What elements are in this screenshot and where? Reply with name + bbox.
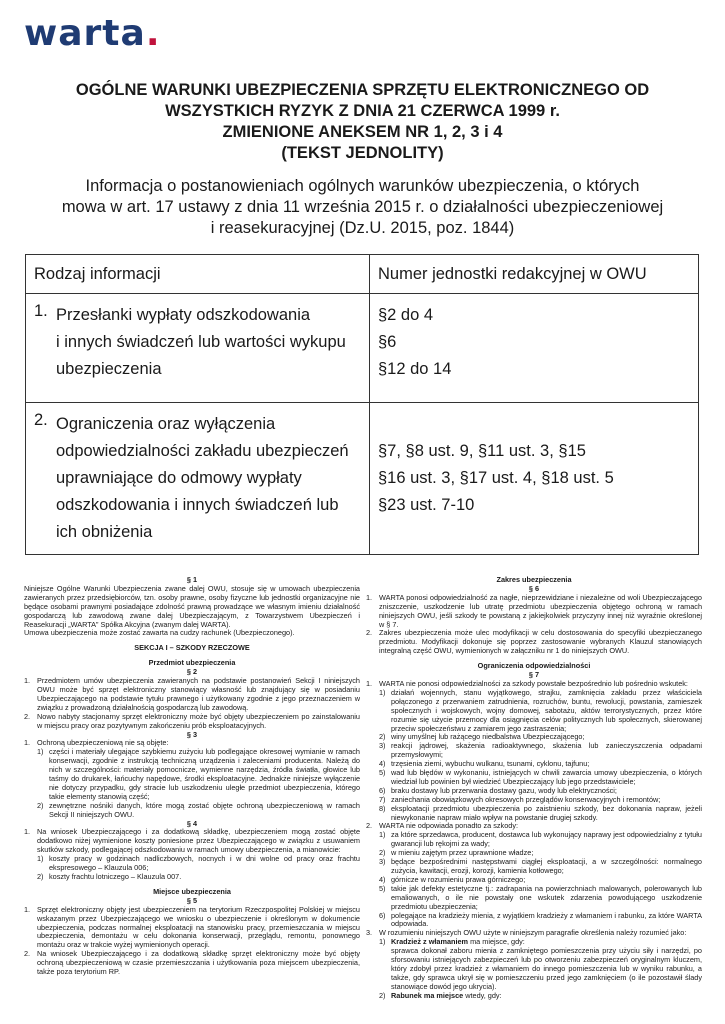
ref-line: §12 do 14 — [378, 360, 452, 378]
row-text-line: odszkodowania i innych świadczeń lub — [56, 496, 339, 514]
list-item: w mieniu zajętym przez uprawnione władze; — [391, 848, 534, 858]
list-number: 8) — [379, 803, 386, 813]
list-item: Sprzęt elektroniczny objęty jest ubezpieczeniem na terytorium Rzeczpospolitej Polskiej w miejscu wskazanym przez Ubezpieczającego we wniosku o ubezpieczenie i określonym w dokumencie ubezpieczenia, podczas normalnej eksploatacji na stanowisku pracy, przemieszczania w miejscu ubezpieczenia, demontażu w celu dokonania konserwacji, przeglądu, remontu, ponownego montażu oraz w trakcie wyżej wymienionych operacji. — [37, 904, 360, 950]
section-heading: SEKCJA I – SZKODY RZECZOWE — [134, 643, 250, 653]
row-text-line: ich obniżenia — [56, 523, 153, 541]
paragraph-number: § 6 — [528, 583, 540, 593]
list-item: koszty frachtu lotniczego – Klauzula 007. — [49, 872, 182, 881]
list-number: 1) — [37, 747, 44, 757]
list-item: za które sprzedawca, producent, dostawca lub wykonujący naprawy jest odpowiedzialny z tytułu gwarancji lub rękojmi za wady; — [391, 830, 702, 849]
list-item: koszty pracy w godzinach nadliczbowych, nocnych i w dni wolne od pracy oraz frachtu ekspresowego – Klauzula 006; — [49, 854, 360, 873]
list-number: 3) — [379, 741, 386, 751]
list-item: części i materiały ulegające szybkiemu zużyciu lub podlegające okresowej wymianie w ramach konserwacji, zgodnie z instrukcją techniczną urządzenia i zaleceniami producenta. Należą do nich w szczególności: materiały pomocnicze, wymienne narzędzia, źródła światła, głowice lub taśmy do drukarek, łańcuchy napędowe, środki eksploatacyjne. Jednakże niniejsze wyłączenie nie dotyczy przypadku, gdy stracie lub uszkodzeniu uległe przedmiot ubezpieczenia, którego takie elementy stanowią część; — [49, 747, 360, 801]
list-item: WARTA nie ponosi odpowiedzialności za szkody powstałe bezpośrednio lub pośrednio wskutek: — [379, 678, 688, 688]
list-number: 1) — [379, 687, 386, 697]
subsection-heading: Zakres ubezpieczenia — [496, 575, 572, 584]
list-number: 5) — [379, 883, 386, 893]
list-item: Nowo nabyty stacjonarny sprzęt elektroniczny może być objęty ubezpieczeniem po zainstalowaniu w miejscu pracy oraz pozytywnym zakończeniu prób eksploatacyjnych. — [37, 711, 360, 730]
list-number: 2. — [366, 821, 373, 831]
list-item: reakcji jądrowej, skażenia radioaktywnego, skażenia lub zanieczyszczenia odpadami przemysłowymi; — [391, 741, 702, 760]
title-line: WSZYSTKICH RYZYK Z DNIA 21 CZERWCA 1999 r. — [165, 102, 560, 120]
info-table — [25, 254, 699, 555]
intro-text — [30, 176, 695, 239]
list-item: Ochroną ubezpieczeniową nie są objęte: — [37, 738, 169, 748]
list-number: 5) — [379, 768, 386, 778]
list-number: 2. — [24, 711, 31, 721]
table-header-row — [26, 255, 699, 294]
definition-text: sprawca dokonał zaboru mienia z zamkniętego pomieszczenia przy użyciu siły i narzędzi, po sforsowaniu istniejących zabezpieczeń lub po otworzeniu zabezpieczeń oryginalnym kluczem, który zdobył przez kradzież z włamaniem do innego pomieszczenia lub w wyniku rabunku, a także, gdy sprawca ukrył się w pomieszczeniu przed jego zamknięciem (o ile pozostawił ślady stanowiące dowód jego ukrycia). — [391, 946, 702, 991]
list-item: trzęsienia ziemi, wybuchu wulkanu, tsunami, cyklonu, tajfunu; — [391, 759, 590, 769]
row-text-line: i innych świadczeń lub wartości wykupu — [56, 333, 346, 351]
list-item: eksploatacji przedmiotu ubezpieczenia po zaistnieniu szkody, bez dokonania napraw, jeżeli niewykonanie napraw miało wpływ na powstanie drugiej szkody. — [391, 803, 702, 822]
intro-line: i reasekuracyjnej (Dz.U. 2015, poz. 1844) — [210, 219, 515, 237]
row-text-line: odpowiedzialności zakładu ubezpieczeń — [56, 442, 349, 460]
row-number: 1. — [34, 302, 48, 320]
list-item: winy umyślnej lub rażącego niedbalstwa Ubezpieczającego; — [391, 732, 585, 742]
document-title — [30, 80, 695, 164]
intro-line: Informacja o postanowieniach ogólnych warunków ubezpieczenia, o których — [85, 177, 640, 195]
row-text-line: Przesłanki wypłaty odszkodowania — [56, 306, 311, 324]
list-number: 1. — [366, 592, 373, 602]
list-number: 2. — [24, 949, 31, 959]
row-text-line: Ograniczenia oraz wyłączenia — [56, 415, 276, 433]
left-column — [24, 576, 360, 977]
definition-item: Kradzież z włamaniem ma miejsce, gdy: — [391, 937, 525, 947]
list-item: WARTA ponosi odpowiedzialność za nagłe, nieprzewidziane i niezależne od woli Ubezpieczającego zniszczenie, uszkodzenie lub utratę przedmiotu ubezpieczenia objętego ochroną w ramach niniejszych OWU, jeśli szkody te powstaną z jakiejkolwiek przyczyny innej niż wyraźnie określonej w § 7. — [379, 592, 702, 629]
list-item: górnicze w rozumieniu prawa górniczego; — [391, 874, 526, 884]
paragraph-text: Umowa ubezpieczenia może zostać zawarta na cudzy rachunek (Ubezpieczonego). — [24, 628, 295, 638]
list-number: 6) — [379, 910, 386, 920]
table-row — [26, 294, 699, 403]
ref-line: §23 ust. 7-10 — [378, 496, 475, 514]
definition-term: Rabunek ma miejsce — [391, 990, 464, 1000]
list-item: WARTA nie odpowiada ponadto za szkody: — [379, 821, 518, 831]
paragraph-text: Niniejsze Ogólne Warunki Ubezpieczenia zwane dalej OWU, stosuje się w umowach ubezpieczenia zawieranych przez przedsiębiorców, tzn. osoby prawne, osoby fizyczne lub jednostki organizacyjne nie będące osobami prawnymi posiadające zdolność prawną prowadzące we własnym imieniu działalność gospodarczą lub zawodową zwane dalej Ubezpieczającym, z Towarzystwem Ubezpieczeń i Reasekuracji „WARTA” Spółka Akcyjna (zwanym dalej WARTA). — [24, 583, 360, 629]
ref-line: §2 do 4 — [378, 306, 434, 324]
row-text-line: uprawniające do odmowy wypłaty — [56, 469, 302, 487]
table-cell — [370, 403, 699, 555]
subsection-heading: Miejsce ubezpieczenia — [153, 886, 231, 896]
list-number: 3. — [366, 928, 373, 938]
subsection-heading: Przedmiot ubezpieczenia — [148, 658, 236, 668]
list-item: polegające na kradzieży mienia, z wyjątkiem kradzieży z włamaniem i rabunku, za które WARTA odpowiada. — [391, 910, 702, 929]
list-number: 2) — [37, 872, 44, 881]
list-item: Zakres ubezpieczenia może ulec modyfikacji w celu dostosowania do specyfiki ubezpieczanego przedmiotu. Modyfikacji dokonuje się poprzez zastosowanie wybranych Klauzul stanowiących integralną część OWU, wymienionych w załączniku nr 1 do niniejszych OWU. — [379, 628, 702, 656]
warta-logo: warta. — [24, 13, 161, 54]
table-row — [26, 403, 699, 555]
title-line: OGÓLNE WARUNKI UBEZPIECZENIA SPRZĘTU ELEKTRONICZNEGO OD — [75, 81, 650, 99]
list-number: 1. — [24, 904, 31, 914]
list-item: działań wojennych, stanu wyjątkowego, strajku, zamknięcia zakładu przez właściciela połączonego z przerwaniem zatrudnienia, rozruchów, buntu, rewolucji, powstania, zamieszek społecznych i wojskowych, wojny domowej, sabotażu, aktów terrorystycznych, przez które rozumie się użycie przemocy dla osiągnięcia celów politycznych lub społecznych, skierowanej przeciw społeczeństwu z zamiarem jego zastraszenia; — [391, 687, 702, 733]
list-number: 2. — [366, 628, 373, 638]
definition-term: Kradzież z włamaniem — [391, 937, 469, 947]
list-item: W rozumieniu niniejszych OWU użyte w niniejszym paragrafie określenia należy rozumieć jako: — [379, 928, 687, 938]
list-item: Przedmiotem umów ubezpieczenia zawieranych na podstawie postanowień Sekcji I niniejszych OWU może być sprzęt elektroniczny stanowiący własność lub znajdujący się w posiadaniu Ubezpieczającego na podstawie tytułu prawnego i użytkowany zgodnie z jego przeznaczeniem w związku z prowadzoną działalnością gospodarczą lub zawodową. — [37, 676, 360, 712]
list-number: 1. — [366, 678, 373, 688]
row-number: 2. — [34, 411, 48, 429]
subsection-heading: Ograniczenia odpowiedzialności — [477, 661, 591, 671]
paragraph-number: § 2 — [186, 667, 198, 677]
list-number: 1. — [24, 827, 31, 837]
list-item: Na wniosek Ubezpieczającego i za dodatkową składkę sprzęt elektroniczny może być objęty ochroną ubezpieczeniową w czasie przemieszczania i użytkowania poza miejscem ubezpieczenia, także poza terytorium RP. — [37, 949, 360, 977]
list-number: 1) — [379, 830, 386, 840]
list-item: braku dostawy lub przerwania dostawy gazu, wody lub elektryczności; — [391, 785, 617, 795]
table-header-cell: Rodzaj informacji — [26, 255, 370, 294]
list-number: 2) — [379, 990, 386, 1000]
paragraph-number: § 3 — [186, 729, 198, 739]
list-number: 6) — [379, 785, 386, 795]
paragraph-number: § 7 — [528, 670, 540, 680]
list-number: 4) — [379, 759, 386, 769]
table-header-cell: Numer jednostki redakcyjnej w OWU — [370, 255, 699, 294]
intro-line: mowa w art. 17 ustawy z dnia 11 września 2015 r. o działalności ubezpieczeniowej — [61, 198, 664, 216]
list-number: 1) — [379, 937, 386, 947]
list-number: 2) — [37, 800, 44, 810]
list-number: 4) — [379, 874, 386, 884]
ref-line: §7, §8 ust. 9, §11 ust. 3, §15 — [378, 442, 586, 460]
table-cell — [26, 294, 370, 403]
right-column — [366, 576, 702, 1001]
list-item: będące bezpośrednimi następstwami ciągłej eksploatacji, a w szczególności: normalnego zużycia, kawitacji, erozji, korozji, kamienia kotłowego; — [391, 857, 702, 875]
list-item: wad lub błędów w wykonaniu, istniejących w chwili zawarcia umowy ubezpieczenia, o których wiedział lub powinien był wiedzieć Ubezpieczający lub jego przedstawiciele; — [391, 768, 702, 786]
ref-line: §16 ust. 3, §17 ust. 4, §18 ust. 5 — [378, 469, 614, 487]
row-text-line: ubezpieczenia — [56, 360, 162, 378]
list-item: takie jak defekty estetyczne tj.: zadrapania na powierzchniach malowanych, polerowanych lub emaliowanych, o ile nie powstały one wskutek zdarzenia powodującego uszkodzenie przedmiotu ubezpieczenia; — [391, 883, 702, 911]
ref-line: §6 — [378, 333, 397, 351]
list-number: 2) — [379, 732, 386, 742]
list-number: 2) — [379, 848, 386, 858]
title-line: (TEKST JEDNOLITY) — [281, 144, 444, 162]
paragraph-number: § 5 — [186, 895, 198, 905]
definition-item: Rabunek ma miejsce wtedy, gdy: — [391, 990, 502, 1000]
list-number: 1. — [24, 738, 31, 748]
list-number: 1. — [24, 676, 31, 686]
list-number: 1) — [37, 854, 44, 864]
paragraph-number: § 1 — [186, 575, 198, 584]
list-item: zewnętrzne nośniki danych, które mogą zostać objęte ochroną ubezpieczeniową w ramach Sekcji II niniejszych OWU. — [49, 800, 360, 819]
title-line: ZMIENIONE ANEKSEM NR 1, 2, 3 i 4 — [222, 123, 503, 141]
list-number: 7) — [379, 794, 386, 804]
table-cell — [370, 294, 699, 403]
list-item: Na wniosek Ubezpieczającego i za dodatkową składkę, ubezpieczeniem mogą zostać objęte dodatkowo niżej wymienione koszty poniesione przez Ubezpieczającego w związku z usuwaniem skutków szkody, podlegającej odszkodowaniu w ramach umowy ubezpieczenia, a mianowicie: — [37, 827, 360, 855]
table-cell — [26, 403, 370, 555]
list-item: zaniechania obowiązkowych okresowych przeglądów konserwacyjnych i remontów; — [391, 794, 661, 804]
list-number: 3) — [379, 857, 386, 867]
paragraph-number: § 4 — [186, 818, 198, 828]
